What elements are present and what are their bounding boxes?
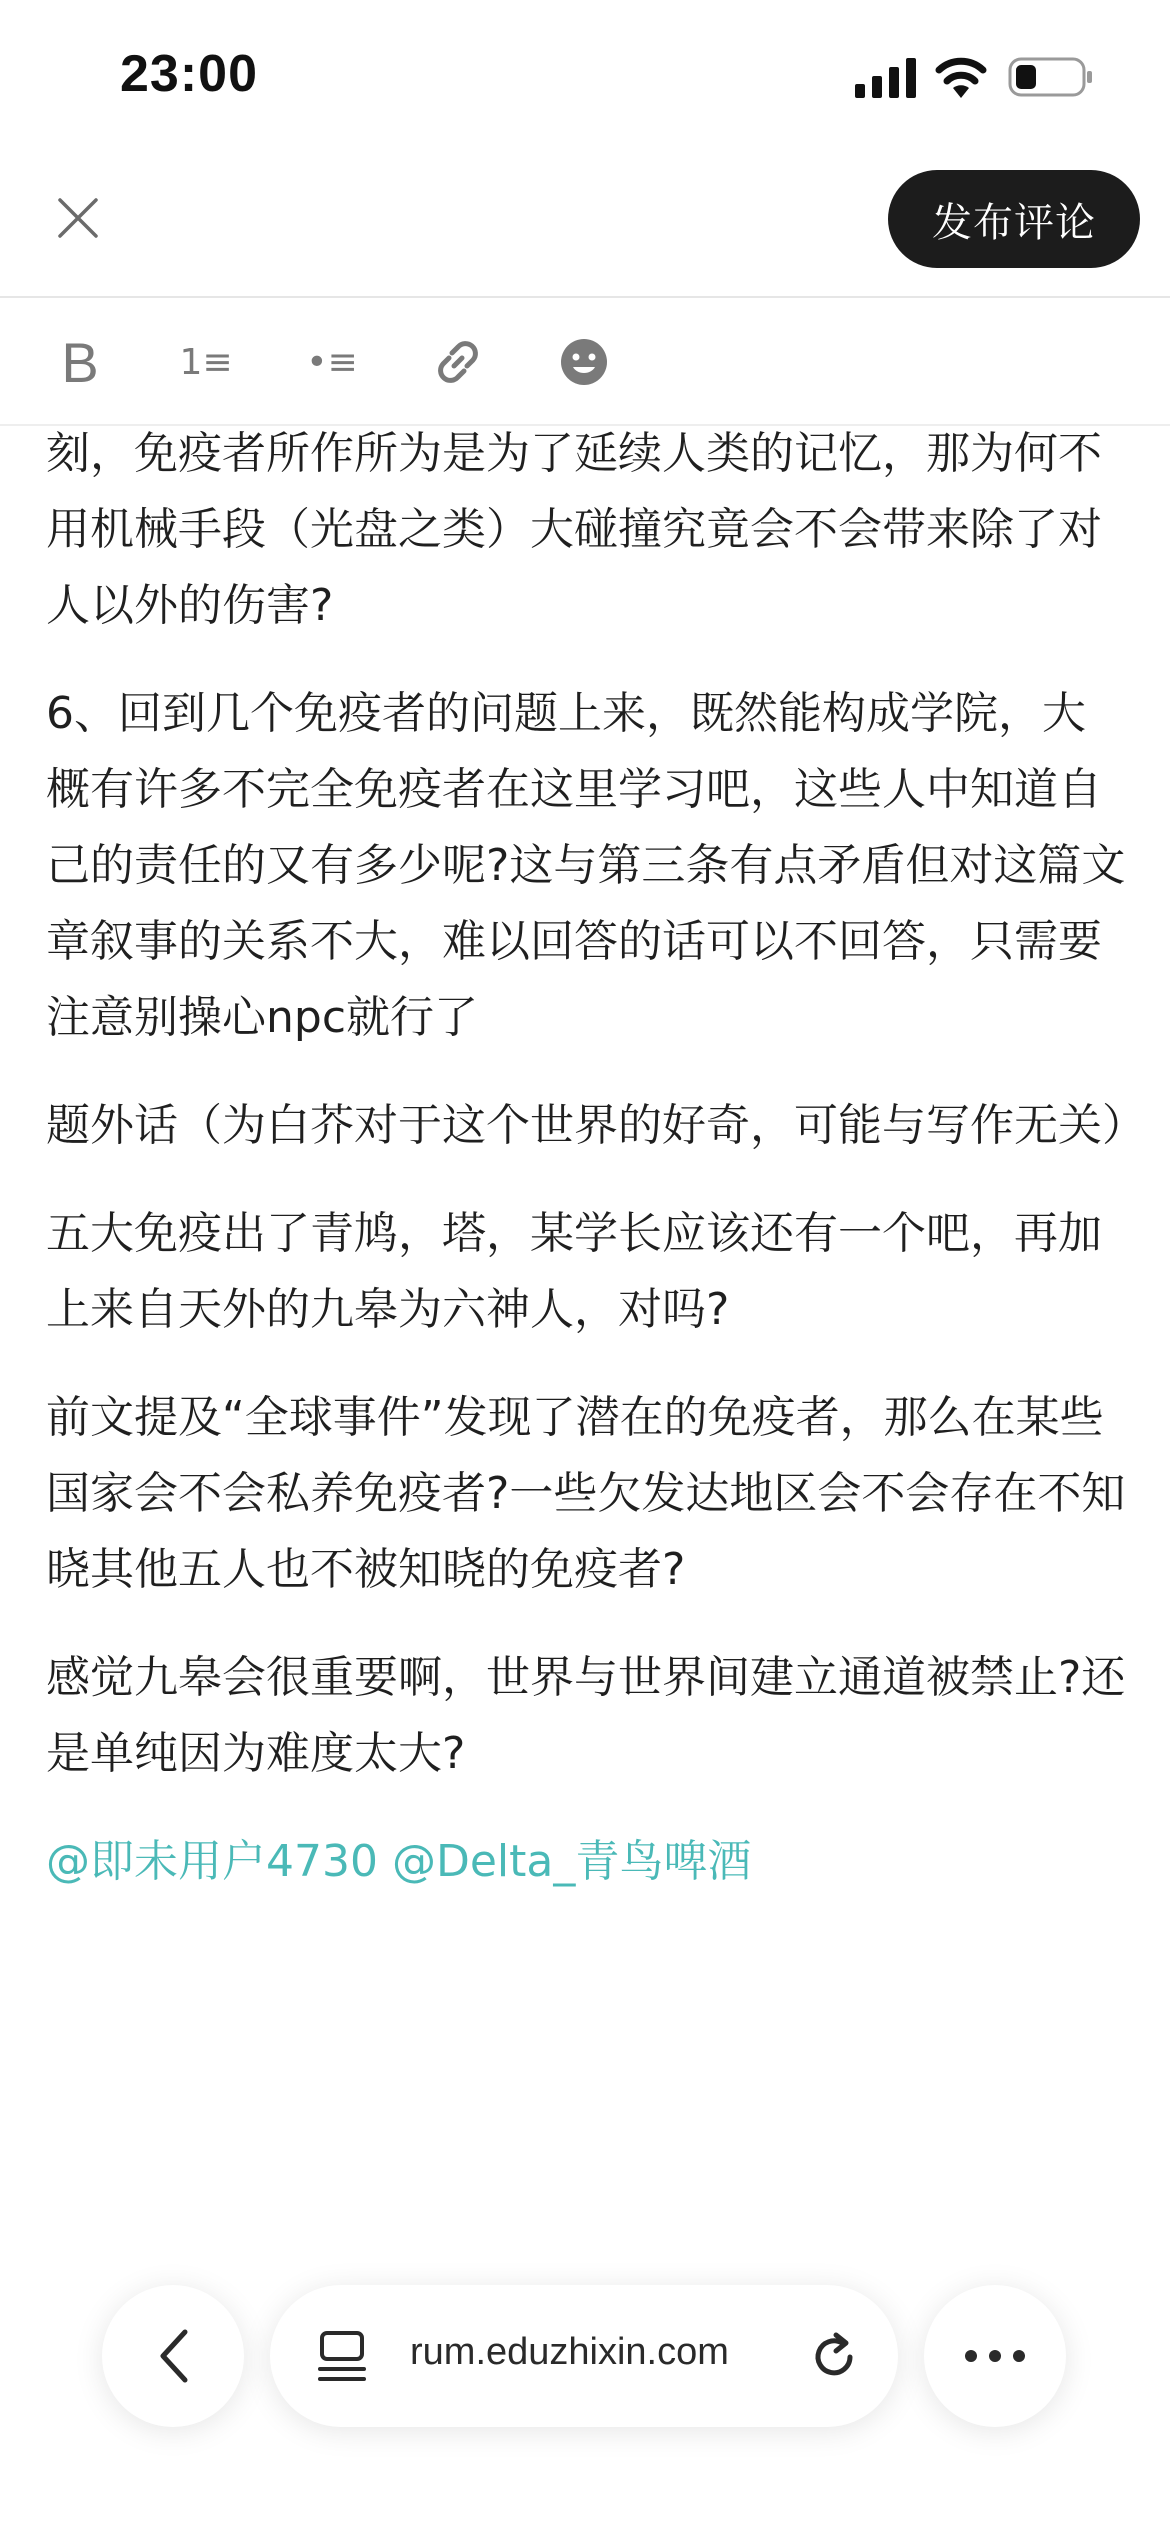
battery-icon — [1008, 56, 1094, 98]
paragraph: 感觉九皋会很重要啊，世界与世界间建立通道被禁止?还是单纯因为难度太大? — [46, 1652, 1126, 1779]
bullet-list-button[interactable] — [294, 324, 370, 400]
bullet-list-icon: •≡ — [306, 341, 358, 383]
chevron-left-icon — [151, 2326, 195, 2386]
paragraph: 刻，免疫者所作所为是为了延续人类的记忆，那为何不用机械手段（光盘之类）大碰撞究竟会不会带来除了对人以外的伤害? — [46, 428, 1102, 631]
formatting-toolbar — [0, 298, 1170, 426]
close-icon — [56, 196, 100, 240]
paragraph: 五大免疫出了青鸠，塔，某学长应该还有一个吧，再加上来自天外的九皋为六神人，对吗? — [46, 1208, 1102, 1335]
more-options-button[interactable] — [924, 2285, 1066, 2427]
status-time: 23:00 — [120, 45, 258, 103]
cellular-signal-icon — [855, 58, 917, 98]
bold-icon: B — [61, 330, 99, 394]
publish-comment-button[interactable]: 发布评论 — [888, 170, 1140, 268]
close-button[interactable] — [48, 188, 108, 248]
status-bar — [0, 0, 1170, 150]
url-text: rum.eduzhixin.com — [410, 2331, 729, 2373]
user-mentions[interactable]: @即未用户4730 @Delta_青鸟啤酒 — [46, 1836, 752, 1887]
paragraph: 题外话（为白芥对于这个世界的好奇，可能与写作无关） — [46, 1100, 1146, 1151]
ordered-list-icon: 1≡ — [179, 341, 233, 383]
link-icon — [432, 336, 484, 388]
paragraph: 6、回到几个免疫者的问题上来，既然能构成学院，大概有许多不完全免疫者在这里学习吧，这些人中知道自己的责任的又有多少呢?这与第三条有点矛盾但对这篇文章叙事的关系不大，难以回答的话可以不回答，只需要注意别操心npc就行了 — [46, 688, 1126, 1043]
wifi-icon — [935, 56, 987, 98]
editor-header — [0, 150, 1170, 298]
more-icon — [963, 2348, 1027, 2364]
ordered-list-button[interactable] — [168, 324, 244, 400]
browser-back-button[interactable] — [102, 2285, 244, 2427]
address-bar[interactable] — [270, 2285, 898, 2427]
emoji-button[interactable] — [546, 324, 622, 400]
comment-editor-content[interactable] — [46, 416, 1146, 1932]
paragraph: 前文提及“全球事件”发现了潜在的免疫者，那么在某些国家会不会私养免疫者?一些欠发达地区会不会存在不知晓其他五人也不被知晓的免疫者? — [46, 1392, 1126, 1595]
reader-mode-icon[interactable] — [318, 2329, 368, 2383]
link-button[interactable] — [420, 324, 496, 400]
bold-button[interactable] — [42, 324, 118, 400]
reload-icon[interactable] — [806, 2329, 862, 2385]
emoji-icon — [558, 336, 610, 388]
